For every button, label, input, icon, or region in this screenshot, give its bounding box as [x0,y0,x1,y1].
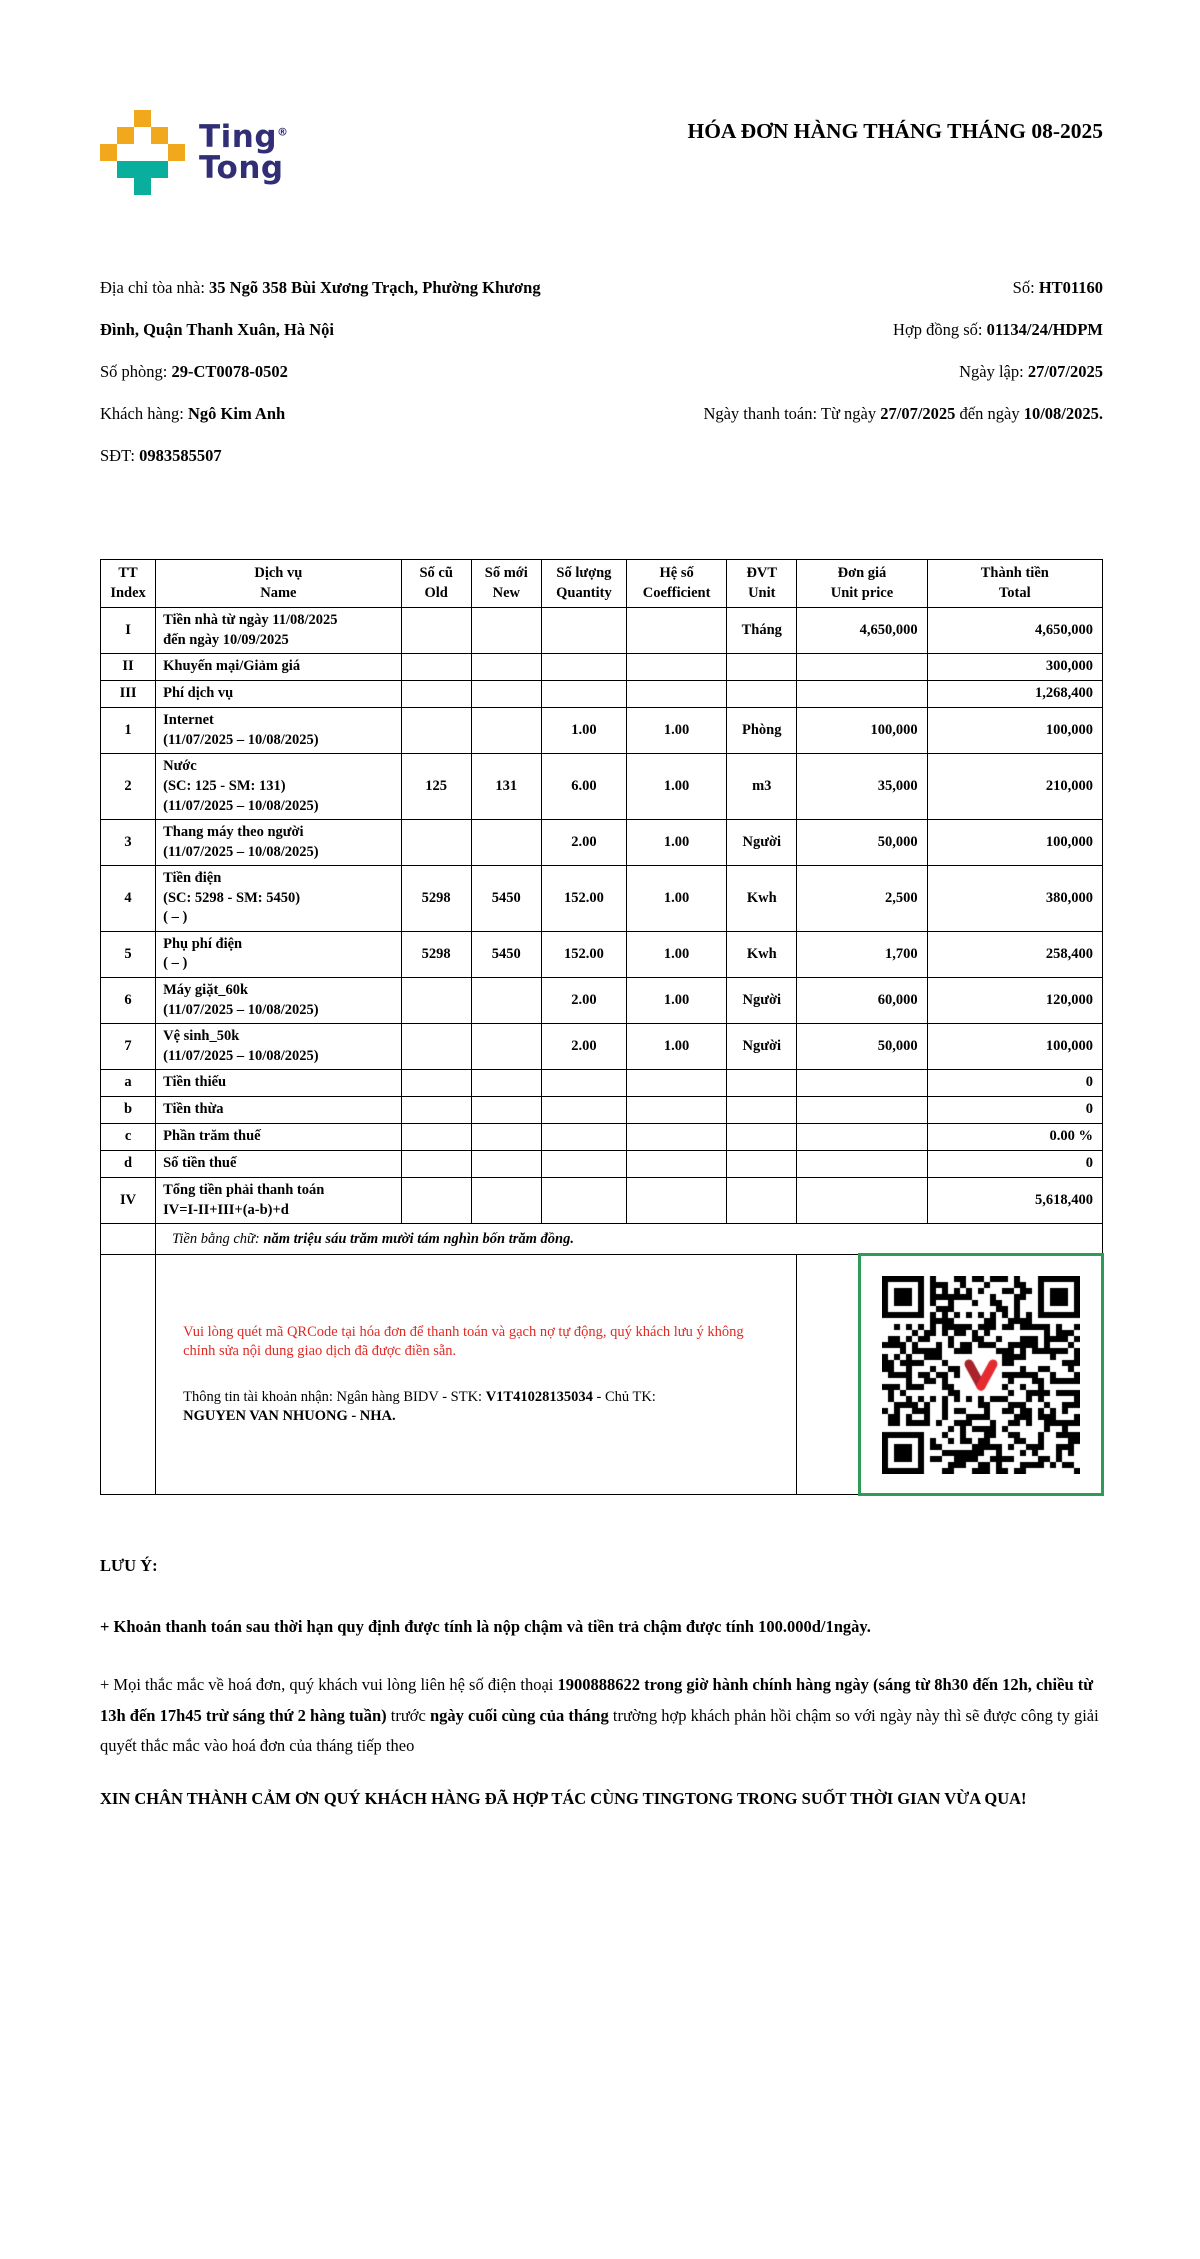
customer-label: Khách hàng: [100,404,188,423]
logo-pixel [117,161,168,178]
support-note-pre: + Mọi thắc mắc về hoá đơn, quý khách vui lòng liên hệ số điện thoại [100,1675,558,1695]
cell-name [156,1024,402,1070]
name-line: (11/07/2025 – 10/08/2025) [163,843,319,860]
name-line: Tiền điện [163,870,222,887]
room-value: 29-CT0078-0502 [171,362,288,381]
cell-name [156,681,402,708]
issue-date-value: 27/07/2025 [1027,362,1103,381]
cell-new [471,1178,541,1224]
registered-mark: ® [277,125,289,139]
cell-tt: 3 [101,820,156,866]
cell-tt: c [101,1124,156,1151]
cell-name [156,654,402,681]
col-header-en: Index [110,584,146,601]
bank-account-text [183,1388,766,1427]
cell-tt: 2 [101,754,156,820]
cell-coef: 1.00 [627,931,727,977]
cell-unit: Người [727,820,797,866]
col-header-en: Unit price [830,584,894,601]
col-header-vi: Số lượng [556,565,612,581]
cell-qty [541,608,626,654]
cell-new [471,708,541,754]
cell-name [156,1124,402,1151]
cell-new [471,978,541,1024]
cell-old [401,1178,471,1224]
cell-coef: 1.00 [627,978,727,1024]
col-header [401,560,471,608]
qr-code-cell [797,1255,1103,1495]
table-row [101,708,1103,754]
footer-notes [100,1551,1103,1814]
name-line: ( – ) [163,955,188,972]
name-line: (11/07/2025 – 10/08/2025) [163,731,319,748]
cell-coef [627,1151,727,1178]
phone-line [100,435,560,477]
cell-name [156,1151,402,1178]
cell-new: 5450 [471,931,541,977]
cell-total: 100,000 [927,708,1102,754]
cell-qty: 2.00 [541,978,626,1024]
cell-coef [627,654,727,681]
cell-new: 131 [471,754,541,820]
cell-name [156,754,402,820]
empty-cell [101,1255,156,1495]
col-header [156,560,402,608]
col-header-vi: TT [118,565,138,581]
col-header [927,560,1102,608]
account-label: Thông tin tài khoản nhận: Ngân hàng BIDV - STK: [183,1388,486,1405]
cell-unit [727,1097,797,1124]
cell-coef: 1.00 [627,754,727,820]
cell-price [797,1124,927,1151]
address-label: Địa chỉ tòa nhà: [100,278,210,297]
cell-total: 0 [927,1151,1102,1178]
cell-qty: 152.00 [541,866,626,932]
cell-tt: III [101,681,156,708]
cell-total: 1,268,400 [927,681,1102,708]
cell-old [401,1070,471,1097]
cell-unit: Kwh [727,931,797,977]
col-header [797,560,927,608]
col-header-en: Coefficient [642,584,711,601]
cell-coef: 1.00 [627,1024,727,1070]
notes-heading: LƯU Ý: [100,1556,158,1576]
account-number: V1T41028135034 [485,1388,593,1405]
payment-instructions [156,1255,797,1495]
cell-old [401,681,471,708]
cell-price [797,1070,927,1097]
cell-unit [727,1178,797,1224]
late-fee-note: + Khoản thanh toán sau thời hạn quy định được tính là nộp chậm và tiền trả chậm được tính 100.000d/1ngày. [100,1616,871,1636]
logo-pixel [117,127,134,144]
support-note-post: trường hợp khách phản hồi chậm so với ngày này thì sẽ được công ty giải quyết thắc mắc vào hoá đơn của tháng tiếp theo [100,1705,1099,1756]
table-row [101,1024,1103,1070]
cell-coef [627,1070,727,1097]
cell-old: 125 [401,754,471,820]
cell-name [156,978,402,1024]
cell-new [471,1124,541,1151]
cell-qty: 2.00 [541,820,626,866]
cell-price: 1,700 [797,931,927,977]
empty-cell [101,1224,156,1255]
cell-unit: Tháng [727,608,797,654]
invoice-title: HÓA ĐƠN HÀNG THÁNG THÁNG 08-2025 [687,119,1103,143]
payment-qr-row [101,1255,1103,1495]
name-line: Tiền nhà từ ngày 11/08/2025 [163,612,338,629]
support-deadline: ngày cuối cùng của tháng [429,1705,609,1725]
amount-in-words-value: năm triệu sáu trăm mười tám nghìn bốn trăm đồng. [263,1230,574,1247]
tingtong-logo-icon [100,110,185,195]
cell-total: 210,000 [927,754,1102,820]
cell-qty: 1.00 [541,708,626,754]
col-header-vi: Số cũ [419,565,453,581]
cell-total: 0 [927,1070,1102,1097]
cell-total: 5,618,400 [927,1178,1102,1224]
col-header-en: Name [260,584,297,601]
col-header-en: Quantity [556,584,612,601]
room-label: Số phòng: [100,362,172,381]
payment-period-label: Ngày thanh toán: Từ ngày [703,404,881,423]
name-line: Internet [163,712,214,729]
cell-qty [541,1178,626,1224]
cell-total: 258,400 [927,931,1102,977]
table-row [101,608,1103,654]
tingtong-logo [100,110,289,195]
logo-pixel [134,110,151,127]
table-row [101,681,1103,708]
issue-date-label: Ngày lập: [959,362,1028,381]
cell-unit: Người [727,978,797,1024]
invoice-number-line [633,267,1103,309]
cell-old [401,1151,471,1178]
cell-new: 5450 [471,866,541,932]
cell-qty [541,1151,626,1178]
cell-total: 300,000 [927,654,1102,681]
room-number-line [100,351,560,393]
cell-tt: 7 [101,1024,156,1070]
cell-new [471,608,541,654]
cell-new [471,1097,541,1124]
table-row [101,1178,1103,1224]
amount-in-words-row [101,1224,1103,1255]
cell-coef: 1.00 [627,708,727,754]
cell-tt: 6 [101,978,156,1024]
cell-total: 380,000 [927,866,1102,932]
cell-price [797,1151,927,1178]
cell-total: 0 [927,1097,1102,1124]
invoice-number-label: Số: [1012,278,1039,297]
cell-price [797,681,927,708]
logo-pixel [134,178,151,195]
cell-total: 120,000 [927,978,1102,1024]
col-header-en: Old [424,584,448,601]
cell-price [797,654,927,681]
cell-price: 50,000 [797,1024,927,1070]
col-header [727,560,797,608]
col-header-vi: ĐVT [746,565,778,581]
cell-old: 5298 [401,931,471,977]
invoice-table [100,559,1103,1495]
brand-name-line2: Tong [199,149,284,186]
phone-value: 0983585507 [139,446,222,465]
name-line: Phần trăm thuế [163,1128,261,1145]
name-line: (11/07/2025 – 10/08/2025) [163,1047,319,1064]
name-line: (11/07/2025 – 10/08/2025) [163,1001,319,1018]
name-line: Tiền thừa [163,1101,224,1118]
building-address-line [100,267,560,351]
support-note-mid: trước [386,1705,430,1725]
cell-total: 100,000 [927,1024,1102,1070]
contract-value: 01134/24/HDPM [986,320,1103,339]
col-header-vi: Dịch vụ [254,565,303,581]
cell-tt: b [101,1097,156,1124]
cell-tt: 5 [101,931,156,977]
header [100,110,1103,195]
payment-from-date: 27/07/2025 [880,404,956,423]
name-line: IV=I-II+III+(a-b)+d [163,1201,289,1218]
cell-coef [627,1124,727,1151]
cell-old [401,608,471,654]
cell-total: 4,650,000 [927,608,1102,654]
cell-old [401,1124,471,1151]
table-header-row [101,560,1103,608]
cell-total: 0.00 % [927,1124,1102,1151]
cell-name [156,1178,402,1224]
col-header-vi: Đơn giá [837,565,887,581]
cell-coef [627,608,727,654]
cell-qty [541,1097,626,1124]
cell-name [156,1070,402,1097]
table-row [101,1070,1103,1097]
cell-name [156,708,402,754]
account-mid: - Chủ TK: [592,1388,656,1405]
logo-pixel [100,144,117,161]
cell-old [401,978,471,1024]
cell-price: 100,000 [797,708,927,754]
cell-qty [541,1070,626,1097]
cell-new [471,1024,541,1070]
contract-line [633,309,1103,351]
table-row [101,754,1103,820]
col-header-vi: Số mới [484,565,528,581]
table-row [101,1151,1103,1178]
cell-new [471,654,541,681]
table-row [101,978,1103,1024]
table-row [101,820,1103,866]
cell-name [156,931,402,977]
cell-price: 35,000 [797,754,927,820]
cell-price [797,1178,927,1224]
logo-pixel [168,144,185,161]
cell-total: 100,000 [927,820,1102,866]
col-header [101,560,156,608]
cell-price: 50,000 [797,820,927,866]
amount-in-words-label: Tiền bằng chữ: [172,1230,264,1247]
cell-price: 4,650,000 [797,608,927,654]
name-line: Khuyến mại/Giảm giá [163,658,301,675]
support-note [100,1670,1103,1762]
cell-unit: Người [727,1024,797,1070]
cell-old [401,708,471,754]
qr-code-frame [858,1253,1104,1496]
contract-label: Hợp đồng số: [893,320,987,339]
name-line: đến ngày 10/09/2025 [163,631,289,648]
name-line: Phí dịch vụ [163,685,234,702]
table-row [101,654,1103,681]
col-header-en: Unit [748,584,776,601]
col-header [541,560,626,608]
issue-date-line [633,351,1103,393]
col-header-vi: Hệ số [659,565,694,581]
cell-qty [541,681,626,708]
name-line: Thang máy theo người [163,824,304,841]
name-line: Số tiền thuế [163,1155,237,1172]
col-header-vi: Thành tiền [980,565,1049,581]
name-line: Tiền thiếu [163,1074,227,1091]
cell-price: 2,500 [797,866,927,932]
cell-unit: Kwh [727,866,797,932]
payment-to-date: 10/08/2025. [1023,404,1103,423]
thanks-message: XIN CHÂN THÀNH CẢM ƠN QUÝ KHÁCH HÀNG ĐÃ HỢP TÁC CÙNG TINGTONG TRONG SUỐT THỜI GIAN VỪA QUA! [100,1788,1027,1808]
cell-name [156,820,402,866]
table-row [101,931,1103,977]
cell-name [156,866,402,932]
cell-tt: IV [101,1178,156,1224]
col-header [627,560,727,608]
cell-new [471,1070,541,1097]
info-left [100,267,560,477]
cell-qty [541,654,626,681]
customer-value: Ngô Kim Anh [187,404,286,423]
name-line: Nước [163,758,197,775]
logo-pixel [151,127,168,144]
payment-period-mid: đến ngày [955,404,1024,423]
cell-old [401,820,471,866]
cell-coef: 1.00 [627,866,727,932]
cell-old [401,1024,471,1070]
cell-old: 5298 [401,866,471,932]
payment-period-line [633,393,1103,435]
name-line: Phụ phí điện [163,935,243,952]
invoice-info [100,267,1103,477]
cell-coef: 1.00 [627,820,727,866]
name-line: ( – ) [163,909,188,926]
cell-tt: d [101,1151,156,1178]
cell-tt: I [101,608,156,654]
cell-new [471,820,541,866]
qr-code [882,1276,1080,1474]
table-row [101,866,1103,932]
cell-unit [727,681,797,708]
cell-qty: 152.00 [541,931,626,977]
info-right [633,267,1103,477]
cell-coef [627,681,727,708]
cell-price [797,1097,927,1124]
name-line: (SC: 5298 - SM: 5450) [163,889,301,906]
cell-unit [727,1151,797,1178]
cell-unit [727,654,797,681]
support-hotline: 1900888622 trong giờ hành chính hàng ngày (sáng từ 8h30 đến 12h, chiều từ 13h đến 17h45 trừ sáng thứ 2 hàng tuần) [100,1675,1094,1725]
name-line: (11/07/2025 – 10/08/2025) [163,797,319,814]
cell-tt: 4 [101,866,156,932]
cell-tt: II [101,654,156,681]
cell-unit [727,1124,797,1151]
name-line: Máy giặt_60k [163,982,249,998]
cell-price: 60,000 [797,978,927,1024]
name-line: Vệ sinh_50k [163,1028,240,1045]
cell-new [471,681,541,708]
cell-unit: m3 [727,754,797,820]
table-row [101,1097,1103,1124]
address-value: 35 Ngõ 358 Bùi Xương Trạch, Phường Khương Đình, Quận Thanh Xuân, Hà Nội [100,278,541,339]
cell-name [156,608,402,654]
qr-instruction-text: Vui lòng quét mã QRCode tại hóa đơn để thanh toán và gạch nợ tự động, quý khách lưu ý không chỉnh sửa nội dung giao dịch đã được điền sẵn. [183,1323,744,1360]
col-header-en: New [492,584,520,601]
cell-coef [627,1178,727,1224]
name-line: Tổng tiền phải thanh toán [163,1182,325,1199]
cell-name [156,1097,402,1124]
amount-in-words [156,1224,1103,1255]
cell-unit: Phòng [727,708,797,754]
col-header [471,560,541,608]
customer-line [100,393,560,435]
brand-name-line1: Ting [199,118,278,155]
cell-new [471,1151,541,1178]
cell-qty: 6.00 [541,754,626,820]
cell-qty [541,1124,626,1151]
table-row [101,1124,1103,1151]
cell-qty: 2.00 [541,1024,626,1070]
name-line: (SC: 125 - SM: 131) [163,777,286,794]
cell-old [401,1097,471,1124]
cell-tt: 1 [101,708,156,754]
cell-old [401,654,471,681]
brand-name [199,118,289,186]
cell-tt: a [101,1070,156,1097]
invoice-number-value: HT01160 [1038,278,1103,297]
cell-unit [727,1070,797,1097]
cell-coef [627,1097,727,1124]
account-holder: NGUYEN VAN NHUONG - NHA. [183,1408,396,1425]
col-header-en: Total [998,584,1031,601]
phone-label: SĐT: [100,446,140,465]
